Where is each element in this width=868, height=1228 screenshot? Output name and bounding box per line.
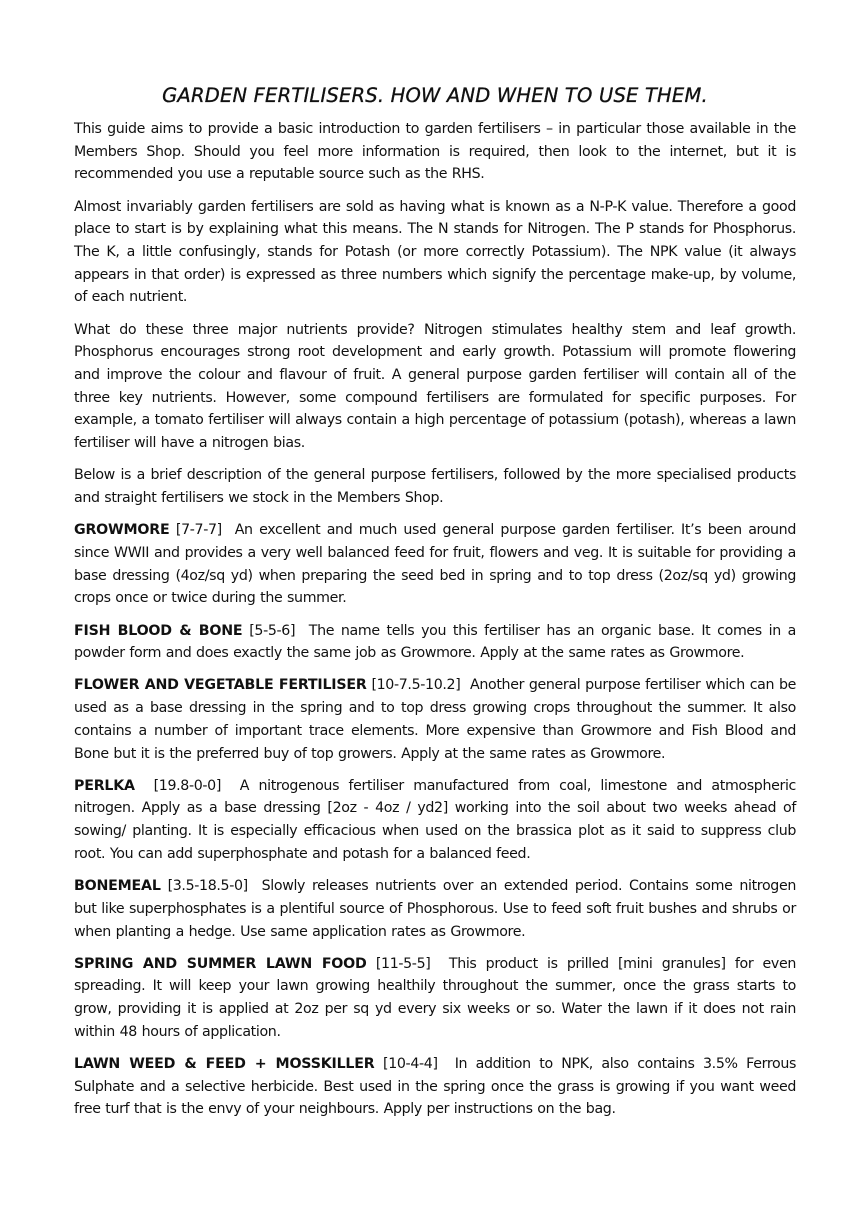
product-name: GROWMORE — [74, 522, 170, 539]
page-title: GARDEN FERTILISERS. HOW AND WHEN TO USE THEM. — [162, 84, 708, 107]
product-entry-growmore — [74, 519, 796, 610]
intro-paragraph: This guide aims to provide a basic introduction to garden fertilisers – in particular those available in the Members Shop. Should you feel more information is required, then look to the internet, but it is recommended you use a reputable source such as the RHS. — [74, 121, 796, 183]
product-npk: [11-5-5] — [375, 955, 431, 972]
product-description: This product is prilled [mini granules] for even spreading. It will keep your lawn growing healthily throughout the summer, once the grass starts to grow, providing it is applied at 2oz per sq yd every six weeks or so. Water the lawn if it does not rain within 48 hours of application. — [74, 955, 796, 1040]
document-page — [74, 84, 796, 1131]
product-name: PERLKA — [74, 777, 135, 794]
product-name: SPRING AND SUMMER LAWN FOOD — [74, 955, 367, 972]
product-description: An excellent and much used general purpose garden fertiliser. It’s been around since WWII and provides a very well balanced feed for fruit, flowers and veg. It is suitable for providing a base dressing (4oz/sq yd) when preparing the seed bed in spring and to top dress (2oz/sq yd) growing crops once or twice during the summer. — [74, 522, 796, 607]
product-npk: [10-7.5-10.2] — [371, 677, 461, 694]
product-entry-fish-blood-bone — [74, 620, 796, 665]
product-entry-perlka — [74, 775, 796, 866]
product-description: Another general purpose fertiliser which can be used as a base dressing in the spring and to top dress growing crops throughout the summer. It also contains a number of important trace elements. More expensive than Growmore and Fish Blood and Bone but it is the preferred buy of top growers. Apply at the same rates as Growmore. — [74, 677, 796, 762]
product-entry-bonemeal — [74, 875, 796, 943]
product-entry-flower-vegetable — [74, 674, 796, 765]
product-description: Slowly releases nutrients over an extended period. Contains some nitrogen but like superphosphates is a plentiful source of Phosphorous. Use to feed soft fruit bushes and shrubs or when planting a hedge. Use same application rates as Growmore. — [74, 878, 796, 940]
product-npk: [10-4-4] — [383, 1056, 438, 1073]
product-name: FISH BLOOD & BONE — [74, 622, 243, 639]
product-entry-weed-feed — [74, 1053, 796, 1121]
product-npk: [19.8-0-0] — [153, 777, 222, 794]
product-name: BONEMEAL — [74, 878, 161, 895]
npk-explanation-paragraph: Almost invariably garden fertilisers are sold as having what is known as a N-P-K value. Therefore a good place to start is by explaining what this means. The N stands for Nitrogen. The P stands for Phosphorus. The K, a little confusingly, stands for Potash (or more correctly Potassium). The NPK value (it always appears in that order) is expressed as three numbers which signify the percentage make-up, by volume, of each nutrient. — [74, 198, 796, 306]
overview-paragraph: Below is a brief description of the general purpose fertilisers, followed by the more specialised products and straight fertilisers we stock in the Members Shop. — [74, 467, 796, 507]
nutrients-paragraph: What do these three major nutrients provide? Nitrogen stimulates healthy stem and leaf growth. Phosphorus encourages strong root development and early growth. Potassium will promote flowering and improve the colour and flavour of fruit. A general purpose garden fertiliser will contain all of the three key nutrients. However, some compound fertilisers are formulated for specific purposes. For example, a tomato fertiliser will always contain a high percentage of potassium (potash), whereas a lawn fertiliser will have a nitrogen bias. — [74, 321, 796, 452]
product-name: FLOWER AND VEGETABLE FERTILISER — [74, 677, 367, 694]
product-npk: [5-5-6] — [249, 622, 296, 639]
product-entry-lawn-food — [74, 953, 796, 1044]
product-npk: [7-7-7] — [175, 522, 222, 539]
product-description: The name tells you this fertiliser has an organic base. It comes in a powder form and does exactly the same job as Growmore. Apply at the same rates as Growmore. — [74, 622, 796, 662]
product-npk: [3.5-18.5-0] — [167, 878, 248, 895]
product-description: In addition to NPK, also contains 3.5% Ferrous Sulphate and a selective herbicide. Best used in the spring once the grass is growing if you want weed free turf that is the envy of your neighbours. Apply per instructions on the bag. — [74, 1056, 796, 1118]
product-name: LAWN WEED & FEED + MOSSKILLER — [74, 1056, 375, 1073]
product-description: A nitrogenous fertiliser manufactured from coal, limestone and atmospheric nitrogen. Apply as a base dressing [2oz - 4oz / yd2] working into the soil about two weeks ahead of sowing/ planting. It is especially efficacious when used on the brassica plot as it said to suppress club root. You can add superphosphate and potash for a balanced feed. — [74, 777, 797, 862]
